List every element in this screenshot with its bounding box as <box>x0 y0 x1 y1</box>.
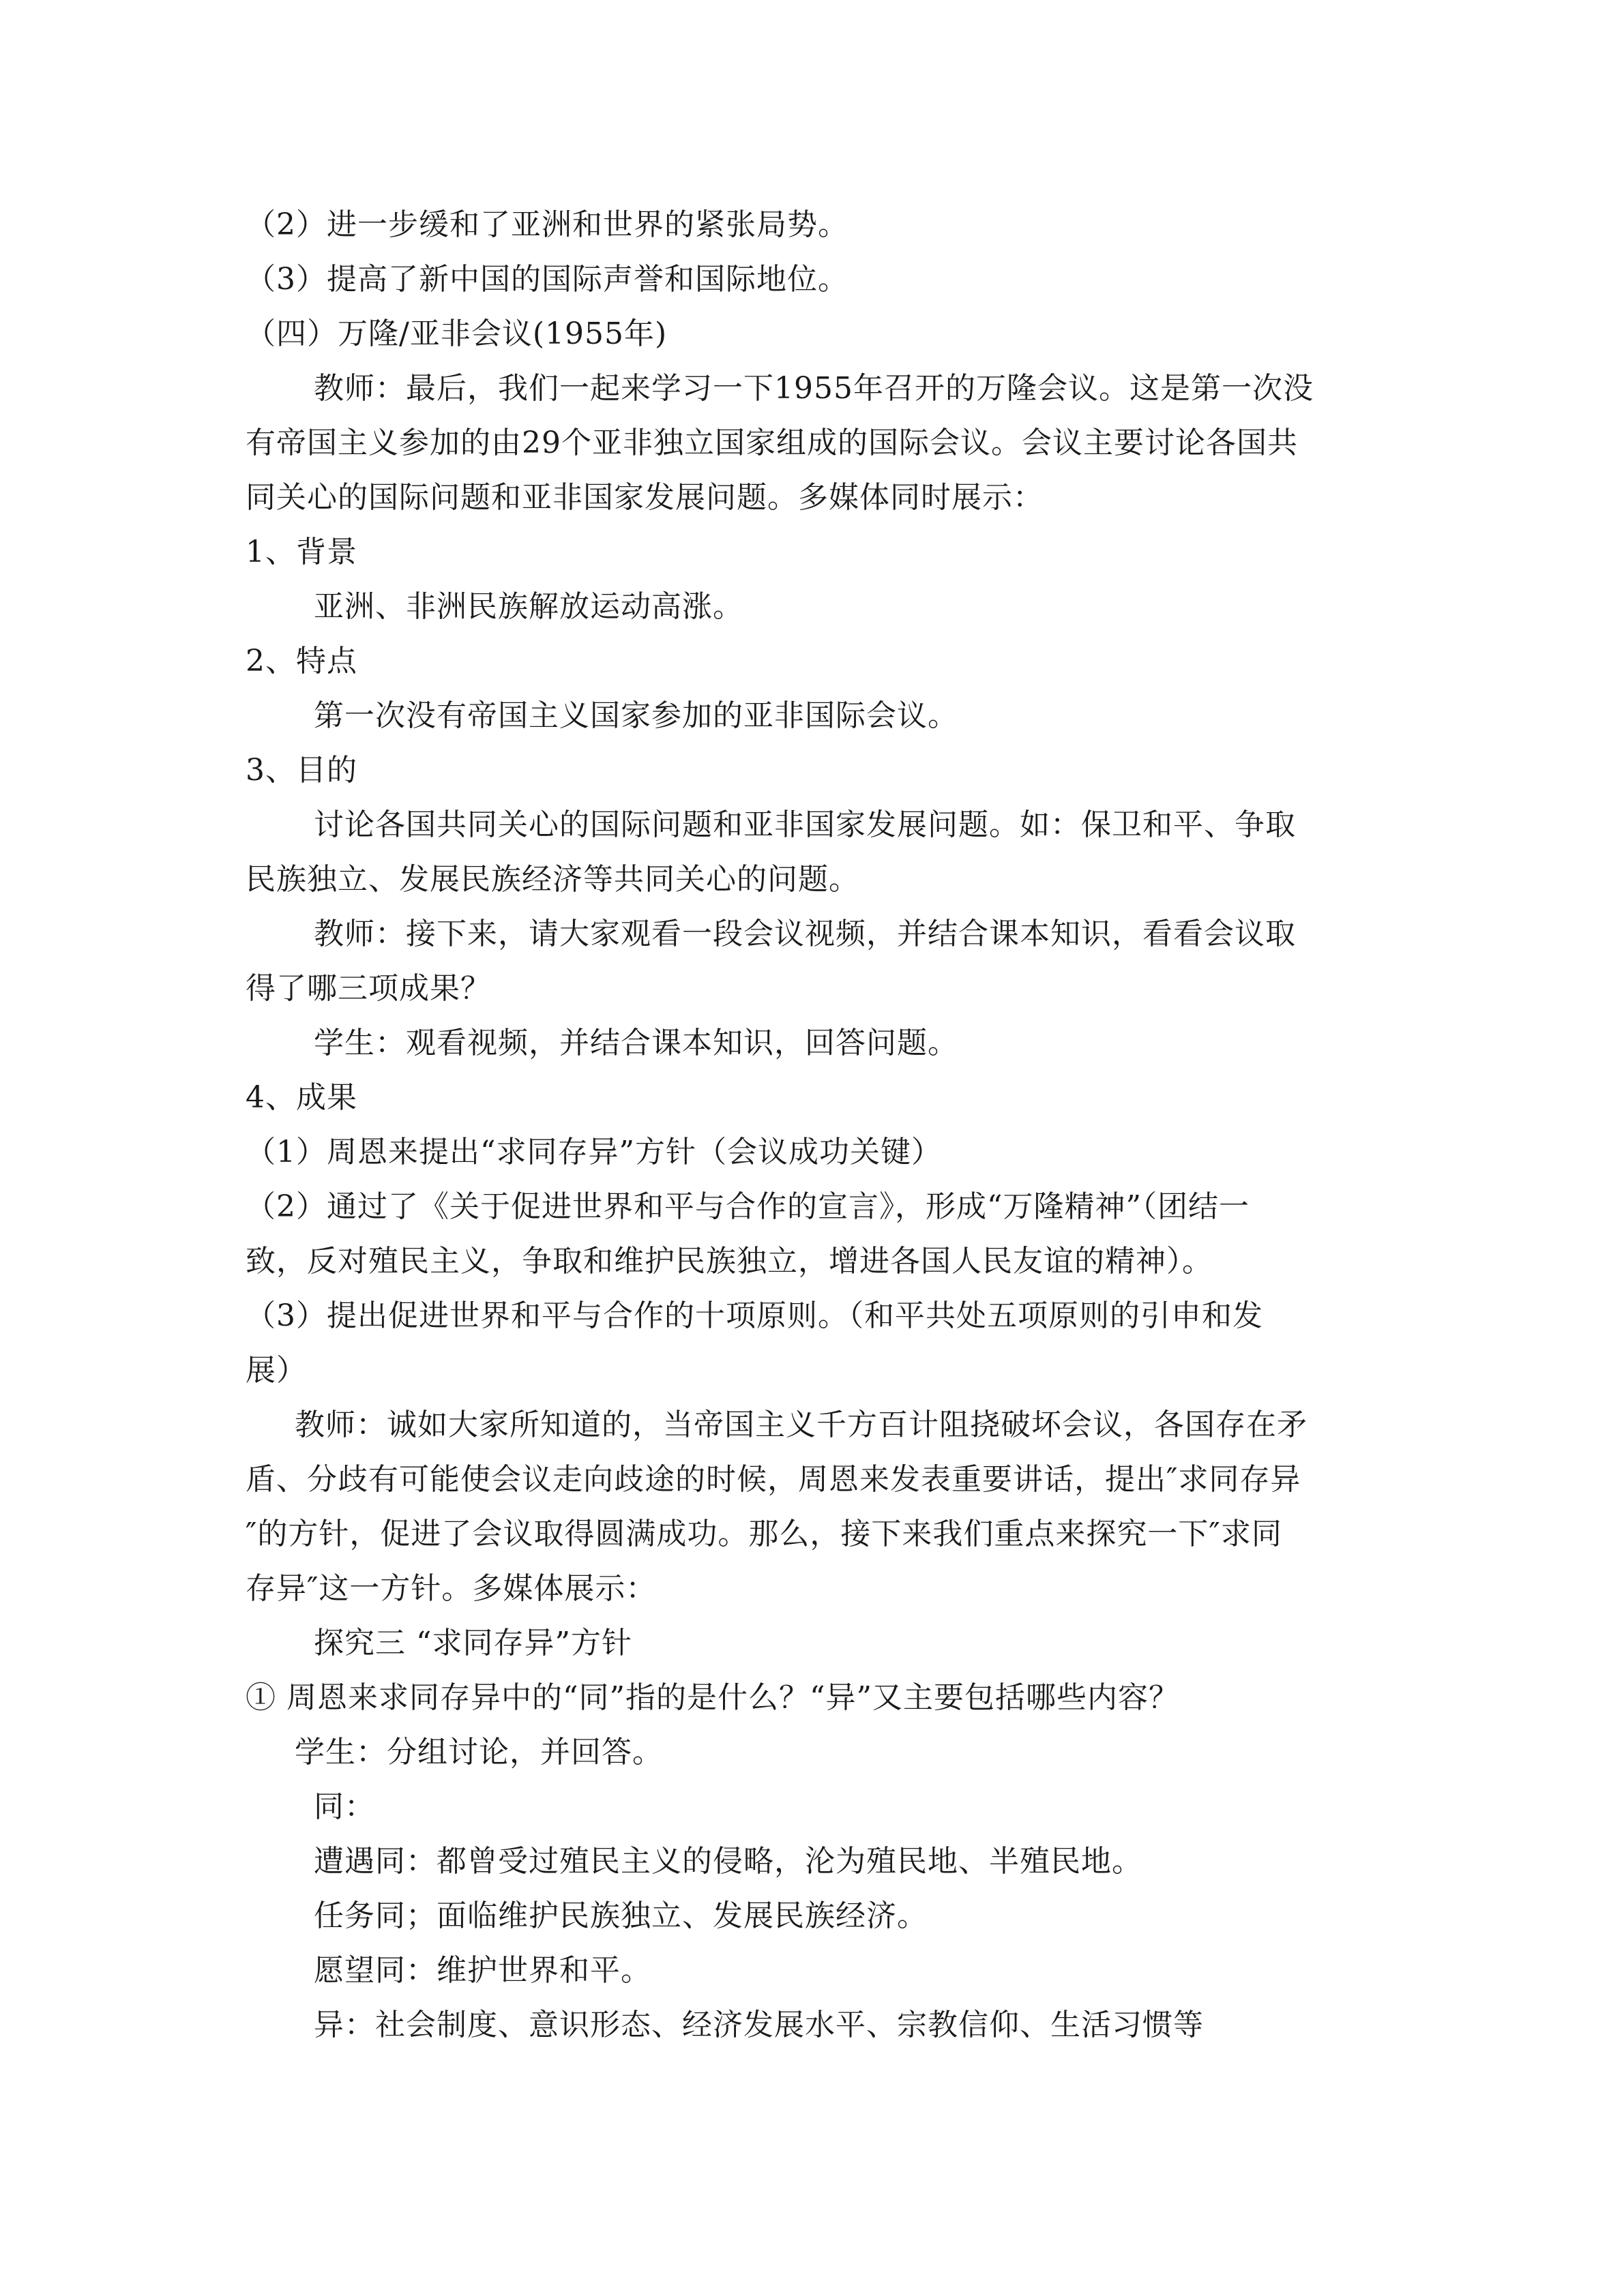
text-line: （3）提高了新中国的国际声誉和国际地位。 <box>246 262 848 297</box>
text-line: 同： <box>314 1789 375 1824</box>
text-line: （2）通过了《关于促进世界和平与合作的宣言》，形成“万隆精神”（团结一 <box>246 1189 1250 1224</box>
text-line: 讨论各国共同关心的国际问题和亚非国家发展问题。如：保卫和平、争取 <box>314 807 1296 842</box>
text-line: 教师：最后，我们一起来学习一下1955年召开的万隆会议。这是第一次没 <box>314 371 1314 406</box>
subheading-purpose: 3、目的 <box>246 753 357 788</box>
document-page <box>246 198 1378 2053</box>
text-line: 任务同；面临维护民族独立、发展民族经济。 <box>314 1898 928 1933</box>
section-heading: 探究三 “求同存异”方针 <box>314 1626 632 1660</box>
subheading-results: 4、成果 <box>246 1080 357 1115</box>
question-line: ① 周恩来求同存异中的“同”指的是什么？“异”又主要包括哪些内容？ <box>246 1680 1179 1715</box>
text-line: 遭遇同：都曾受过殖民主义的侵略，沦为殖民地、半殖民地。 <box>314 1844 1142 1879</box>
text-line: （3）提出促进世界和平与合作的十项原则。（和平共处五项原则的引申和发 <box>246 1298 1263 1333</box>
text-line: 有帝国主义参加的由29个亚非独立国家组成的国际会议。会议主要讨论各国共 <box>246 426 1298 460</box>
text-line: 盾、分歧有可能使会议走向歧途的时候，周恩来发表重要讲话，提出″求同存异 <box>246 1462 1301 1497</box>
text-line: 异：社会制度、意识形态、经济发展水平、宗教信仰、生活习惯等 <box>314 2008 1204 2042</box>
text-line: 亚洲、非洲民族解放运动高涨。 <box>314 589 743 624</box>
text-line: 展） <box>246 1353 307 1388</box>
text-line: 教师：诚如大家所知道的，当帝国主义千方百计阻挠破坏会议，各国存在矛 <box>295 1407 1308 1442</box>
text-line: 致，反对殖民主义，争取和维护民族独立，增进各国人民友谊的精神）。 <box>246 1244 1213 1279</box>
text-line: 存异″这一方针。多媒体展示： <box>246 1571 657 1606</box>
text-line: （2）进一步缓和了亚洲和世界的紧张局势。 <box>246 207 848 242</box>
text-line: 民族独立、发展民族经济等共同关心的问题。 <box>246 862 859 897</box>
text-line: 教师：接下来，请大家观看一段会议视频，并结合课本知识，看看会议取 <box>314 916 1296 951</box>
text-line: ″的方针，促进了会议取得圆满成功。那么，接下来我们重点来探究一下″求同 <box>246 1517 1282 1551</box>
text-line: 第一次没有帝国主义国家参加的亚非国际会议。 <box>314 698 958 733</box>
section-heading: （四）万隆/亚非会议(1955年) <box>246 316 668 351</box>
subheading-background: 1、背景 <box>246 535 357 569</box>
text-line: 学生：观看视频，并结合课本知识，回答问题。 <box>314 1026 958 1060</box>
text-line: 同关心的国际问题和亚非国家发展问题。多媒体同时展示： <box>246 480 1044 515</box>
subheading-features: 2、特点 <box>246 644 357 679</box>
text-line: 愿望同：维护世界和平。 <box>314 1953 651 1988</box>
text-line: 学生：分组讨论，并回答。 <box>295 1735 663 1770</box>
text-line: 得了哪三项成果？ <box>246 971 491 1006</box>
text-line: （1）周恩来提出“求同存异”方针（会议成功关键） <box>246 1135 942 1169</box>
